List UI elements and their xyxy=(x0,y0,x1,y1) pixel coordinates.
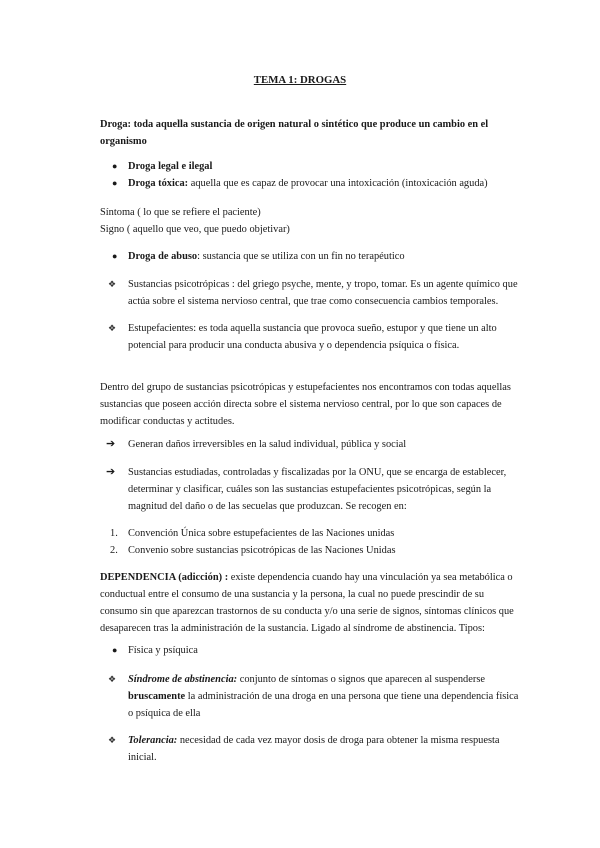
sintoma-line: Síntoma ( lo que se refiere el paciente) xyxy=(100,207,261,218)
diamond-bullet-icon: ❖ xyxy=(108,674,117,684)
page-title: TEMA 1: DROGAS xyxy=(253,74,347,86)
bullet-icon: ● xyxy=(112,251,118,261)
group-paragraph: Dentro del grupo de sustancias psicotrópicas y estupefacientes nos encontramos con todas aquellas sustancias que poseen acción directa sobre el sistema nervioso central, por lo que son capaces de modificar conductas y actitudes. xyxy=(100,382,511,427)
droga-definition: Droga: toda aquella sustancia de origen natural o sintético que produce un cambio en el organismo xyxy=(100,119,489,147)
abuse-list xyxy=(100,248,520,265)
list-item: ● Droga legal e ilegal xyxy=(100,158,520,175)
bullet-icon: ● xyxy=(112,645,118,655)
list-item: 1. Convención Única sobre estupefacientes de las Naciones unidas xyxy=(110,528,395,539)
arrow-item-1 xyxy=(100,436,520,453)
list-item: ● Droga de abuso: sustancia que se utiliza con un fin no terapéutico xyxy=(100,248,520,265)
drug-types-list xyxy=(100,158,520,192)
signo-line: Signo ( aquello que veo, que puedo objetivar) xyxy=(100,224,290,235)
dep-types-list xyxy=(100,642,520,659)
diamond-bullet-icon: ❖ xyxy=(108,735,117,745)
psicotropicas-item xyxy=(100,276,520,310)
tolerancia-item xyxy=(100,732,520,766)
list-item: 2. Convenio sobre sustancias psicotrópicas de las Naciones Unidas xyxy=(110,545,396,556)
diamond-bullet-icon: ❖ xyxy=(108,323,117,333)
dependencia-paragraph: DEPENDENCIA (adicción) : existe dependencia cuando hay una vinculación ya sea metabólica o conductual entre el consumo de una sustancia y la persona, la cual no puede prescindir de su consumo sin que aparezcan trastornos de su conducta y/o una serie de signos, síntomas clínicos que desaparecen tras la administración de la sustancia. Ligado al síndrome de abstinencia. Tipos: xyxy=(100,572,514,634)
list-item: ➔ Sustancias estudiadas, controladas y fiscalizadas por la ONU, que se encarga de establecer, determinar y clasificar, cuáles son las sustancias estupefacientes psicotrópicas, según la magnitud del daño o de las secuelas que produzcan. Se recogen en: xyxy=(106,466,507,512)
list-item: ❖ Tolerancia: necesidad de cada vez mayor dosis de droga para obtener la misma respuesta inicial. xyxy=(100,732,520,766)
estupefacientes-item xyxy=(100,320,520,354)
list-item: ● Física y psíquica xyxy=(100,642,520,659)
list-item: ❖ Estupefacientes: es toda aquella sustancia que provoca sueño, estupor y que tiene un alto potencial para producir una conducta abusiva y o dependencia psíquica o física. xyxy=(100,320,520,354)
abstinencia-item xyxy=(100,671,520,722)
list-item: ❖ Sustancias psicotrópicas : del griego psyche, mente, y tropo, tomar. Es un agente químico que actúa sobre el sistema nervioso central, que trae como consecuencia cambios temporales. xyxy=(100,276,520,310)
list-item: ❖ Síndrome de abstinencia: conjunto de síntomas o signos que aparecen al suspenderse bruscamente la administración de una droga en una persona que tiene una dependencia física o psíquica de ella xyxy=(100,671,520,722)
arrow-icon: ➔ xyxy=(106,466,116,478)
conventions-list xyxy=(100,525,520,559)
arrow-icon: ➔ xyxy=(106,438,116,450)
bullet-icon: ● xyxy=(112,178,118,188)
list-item: ➔ Generan daños irreversibles en la salud individual, pública y social xyxy=(100,436,520,453)
diamond-bullet-icon: ❖ xyxy=(108,279,117,289)
list-item: ● Droga tóxica: aquella que es capaz de provocar una intoxicación (intoxicación aguda) xyxy=(100,175,520,192)
bullet-icon: ● xyxy=(112,161,118,171)
arrow-item-2 xyxy=(100,464,520,515)
